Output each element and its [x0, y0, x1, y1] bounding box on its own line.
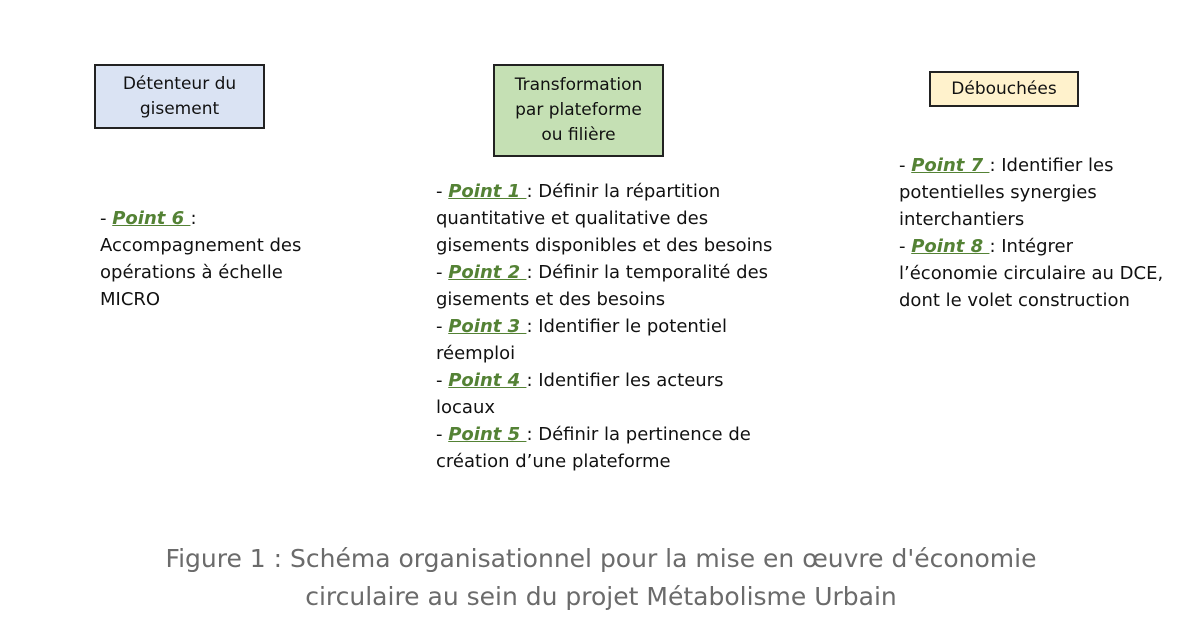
column-transformation-points	[436, 178, 786, 475]
list-item-point-5	[436, 421, 786, 475]
list-item-point-7	[899, 152, 1169, 233]
point-prefix: -	[436, 181, 449, 202]
point-prefix: -	[436, 262, 449, 283]
point-4-text: : Identifier les acteurs locaux	[436, 370, 724, 418]
list-item-point-6	[100, 205, 310, 313]
point-prefix: -	[100, 208, 113, 229]
point-2-text: : Définir la temporalité des gisements et des besoins	[436, 262, 769, 310]
box-debouchees	[929, 71, 1079, 107]
point-prefix: -	[436, 370, 449, 391]
point-8-text: : Intégrer l’économie circulaire au DCE, dont le volet construction	[899, 236, 1164, 311]
point-5-label: Point 5	[448, 424, 527, 445]
point-prefix: -	[436, 316, 449, 337]
box-debouchees-label: Débouchées	[951, 78, 1057, 99]
point-prefix: -	[436, 424, 449, 445]
point-4-label: Point 4	[448, 370, 527, 391]
list-item-point-2	[436, 259, 786, 313]
column-detenteur-points	[100, 205, 310, 313]
point-prefix: -	[899, 155, 912, 176]
point-2-label: Point 2	[448, 262, 527, 283]
list-item-point-8	[899, 233, 1169, 314]
point-prefix: -	[899, 236, 912, 257]
list-item-point-3	[436, 313, 786, 367]
box-detenteur-du-gisement	[94, 64, 265, 129]
point-5-text: : Définir la pertinence de création d’une plateforme	[436, 424, 751, 472]
point-1-label: Point 1	[448, 181, 527, 202]
column-debouchees-points	[899, 152, 1169, 314]
point-6-text: : Accompagnement des opérations à échelle MICRO	[100, 208, 302, 310]
point-1-text: : Définir la répartition quantitative et qualitative des gisements disponibles et des besoins	[436, 181, 773, 256]
point-8-label: Point 8	[911, 236, 990, 257]
point-7-text: : Identifier les potentielles synergies interchantiers	[899, 155, 1114, 230]
point-3-text: : Identifier le potentiel réemploi	[436, 316, 727, 364]
figure-caption-line-2: circulaire au sein du projet Métabolisme Urbain	[305, 582, 897, 611]
box-transformation-label: Transformation par plateforme ou filière	[514, 75, 643, 145]
point-7-label: Point 7	[911, 155, 990, 176]
box-detenteur-label: Détenteur du gisement	[122, 73, 237, 119]
list-item-point-4	[436, 367, 786, 421]
box-transformation	[493, 64, 664, 157]
point-6-label: Point 6	[112, 208, 191, 229]
figure-caption-line-1: Figure 1 : Schéma organisationnel pour la mise en œuvre d'économie	[165, 544, 1037, 573]
list-item-point-1	[436, 178, 786, 259]
point-3-label: Point 3	[448, 316, 527, 337]
figure-caption	[0, 540, 1202, 616]
